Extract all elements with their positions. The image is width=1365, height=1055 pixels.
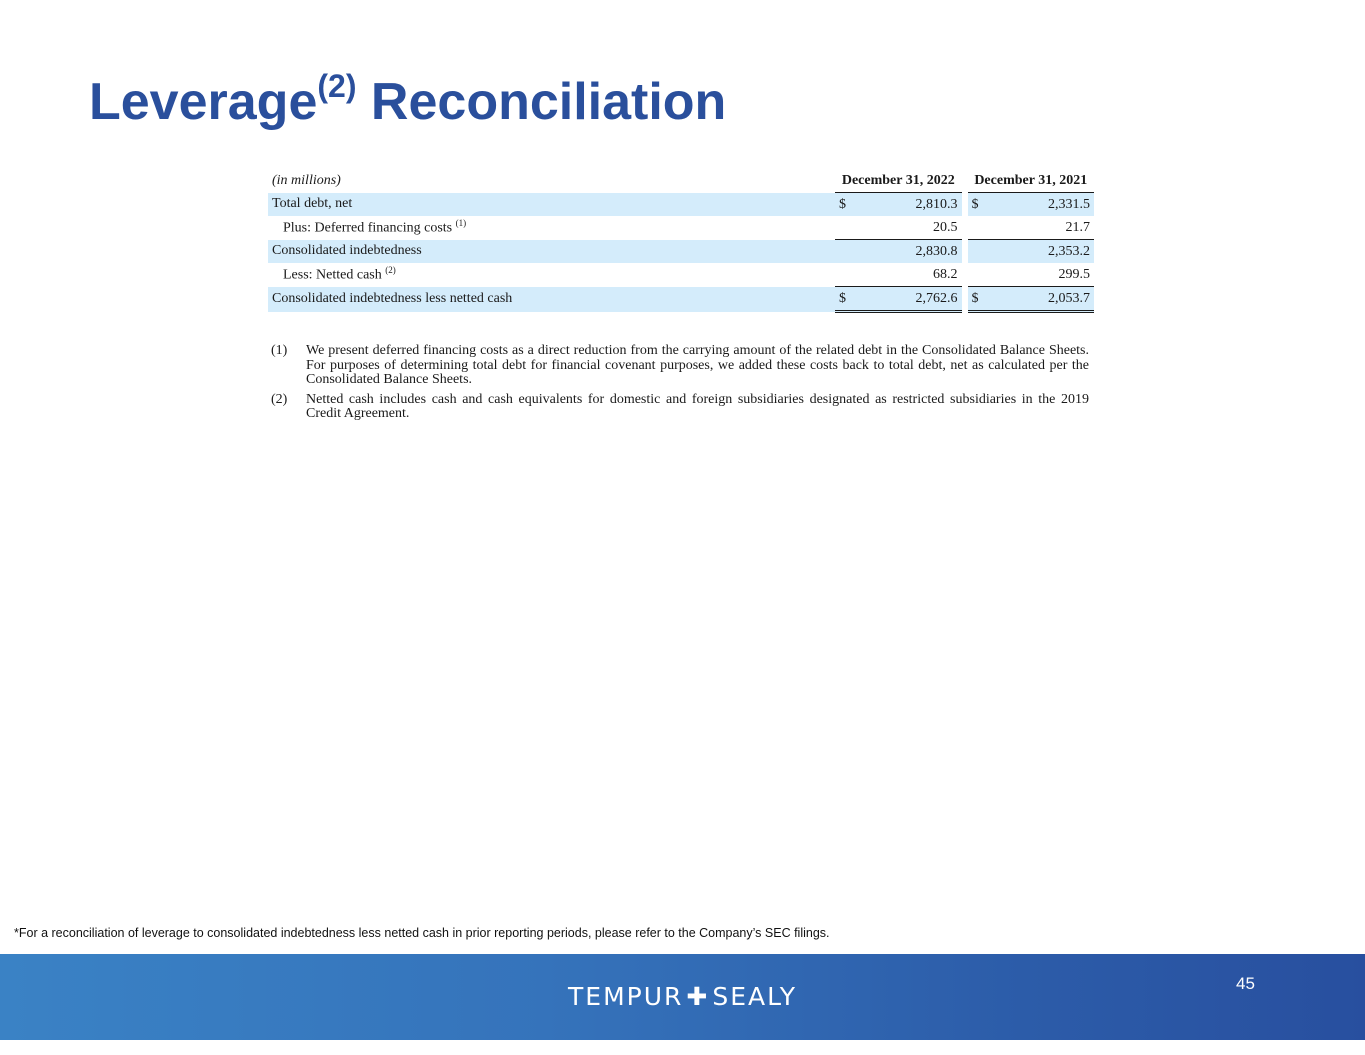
table-row bbox=[268, 240, 1094, 264]
value-2022: 20.5 bbox=[933, 219, 958, 235]
footnote-number: (1) bbox=[271, 343, 288, 358]
footer-band bbox=[0, 954, 1365, 1040]
value-2021: 21.7 bbox=[1065, 219, 1090, 235]
table-row bbox=[268, 263, 1094, 287]
footnote-number: (2) bbox=[271, 391, 288, 407]
footnote bbox=[271, 344, 1089, 388]
row-label: Consolidated indebtedness bbox=[268, 240, 835, 264]
column-header-2021: December 31, 2021 bbox=[968, 170, 1094, 193]
logo-text-left: TEMPUR bbox=[568, 982, 684, 1011]
value-2022: 2,810.3 bbox=[861, 193, 961, 217]
leverage-reconciliation-table bbox=[268, 170, 1094, 313]
table-row bbox=[268, 216, 1094, 240]
footnotes bbox=[271, 344, 1089, 427]
value-2021: 2,331.5 bbox=[994, 193, 1094, 217]
title-superscript: (2) bbox=[317, 68, 357, 104]
footnote-text: Netted cash includes cash and cash equivalents for domestic and foreign subsidiaries designated as restricted subsidiaries in the 2019 Credit Agreement. bbox=[306, 391, 1089, 421]
value-2022: 68.2 bbox=[933, 266, 958, 282]
logo-text-right: SEALY bbox=[712, 982, 797, 1011]
row-label: Total debt, net bbox=[268, 193, 835, 217]
column-header-2022: December 31, 2022 bbox=[835, 170, 961, 193]
row-label-cell bbox=[268, 216, 835, 240]
page-number: 45 bbox=[1236, 974, 1255, 993]
footnote-ref: (2) bbox=[385, 265, 396, 276]
value-2021: 2,053.7 bbox=[994, 287, 1094, 312]
currency-symbol: $ bbox=[835, 287, 861, 312]
currency-symbol: $ bbox=[835, 193, 861, 217]
table-row bbox=[268, 287, 1094, 312]
row-label: Less: Netted cash bbox=[283, 268, 382, 284]
currency-symbol: $ bbox=[968, 193, 994, 217]
table-row bbox=[268, 193, 1094, 217]
value-2021: 2,353.2 bbox=[994, 240, 1094, 264]
footnote-text: We present deferred financing costs as a direct reduction from the carrying amount of the related debt in the Consolidated Balance Sheets. For purposes of determining total debt for financial covenant purposes, we added these costs back to total debt, net as calculated per the Consolidated Balance Sheets. bbox=[306, 343, 1089, 387]
footer-note: *For a reconciliation of leverage to consolidated indebtedness less netted cash in prior reporting periods, please refer to the Company’s SEC filings. bbox=[14, 926, 830, 940]
row-label: Plus: Deferred financing costs bbox=[283, 221, 453, 237]
footnote bbox=[271, 393, 1089, 422]
title-main: Leverage bbox=[89, 73, 318, 131]
footnote-ref: (1) bbox=[455, 218, 467, 229]
plus-icon: ✚ bbox=[686, 982, 710, 1011]
value-2021: 299.5 bbox=[1058, 266, 1090, 282]
tempur-sealy-logo bbox=[0, 982, 1365, 1011]
currency-symbol: $ bbox=[968, 287, 994, 312]
row-label: Consolidated indebtedness less netted cash bbox=[268, 287, 835, 312]
value-2022: 2,762.6 bbox=[861, 287, 961, 312]
row-label-cell bbox=[268, 263, 835, 287]
slide-title bbox=[89, 70, 726, 134]
table-header-row bbox=[268, 170, 1094, 193]
value-2022: 2,830.8 bbox=[861, 240, 961, 264]
units-label: (in millions) bbox=[272, 173, 341, 189]
title-rest: Reconciliation bbox=[356, 73, 727, 131]
